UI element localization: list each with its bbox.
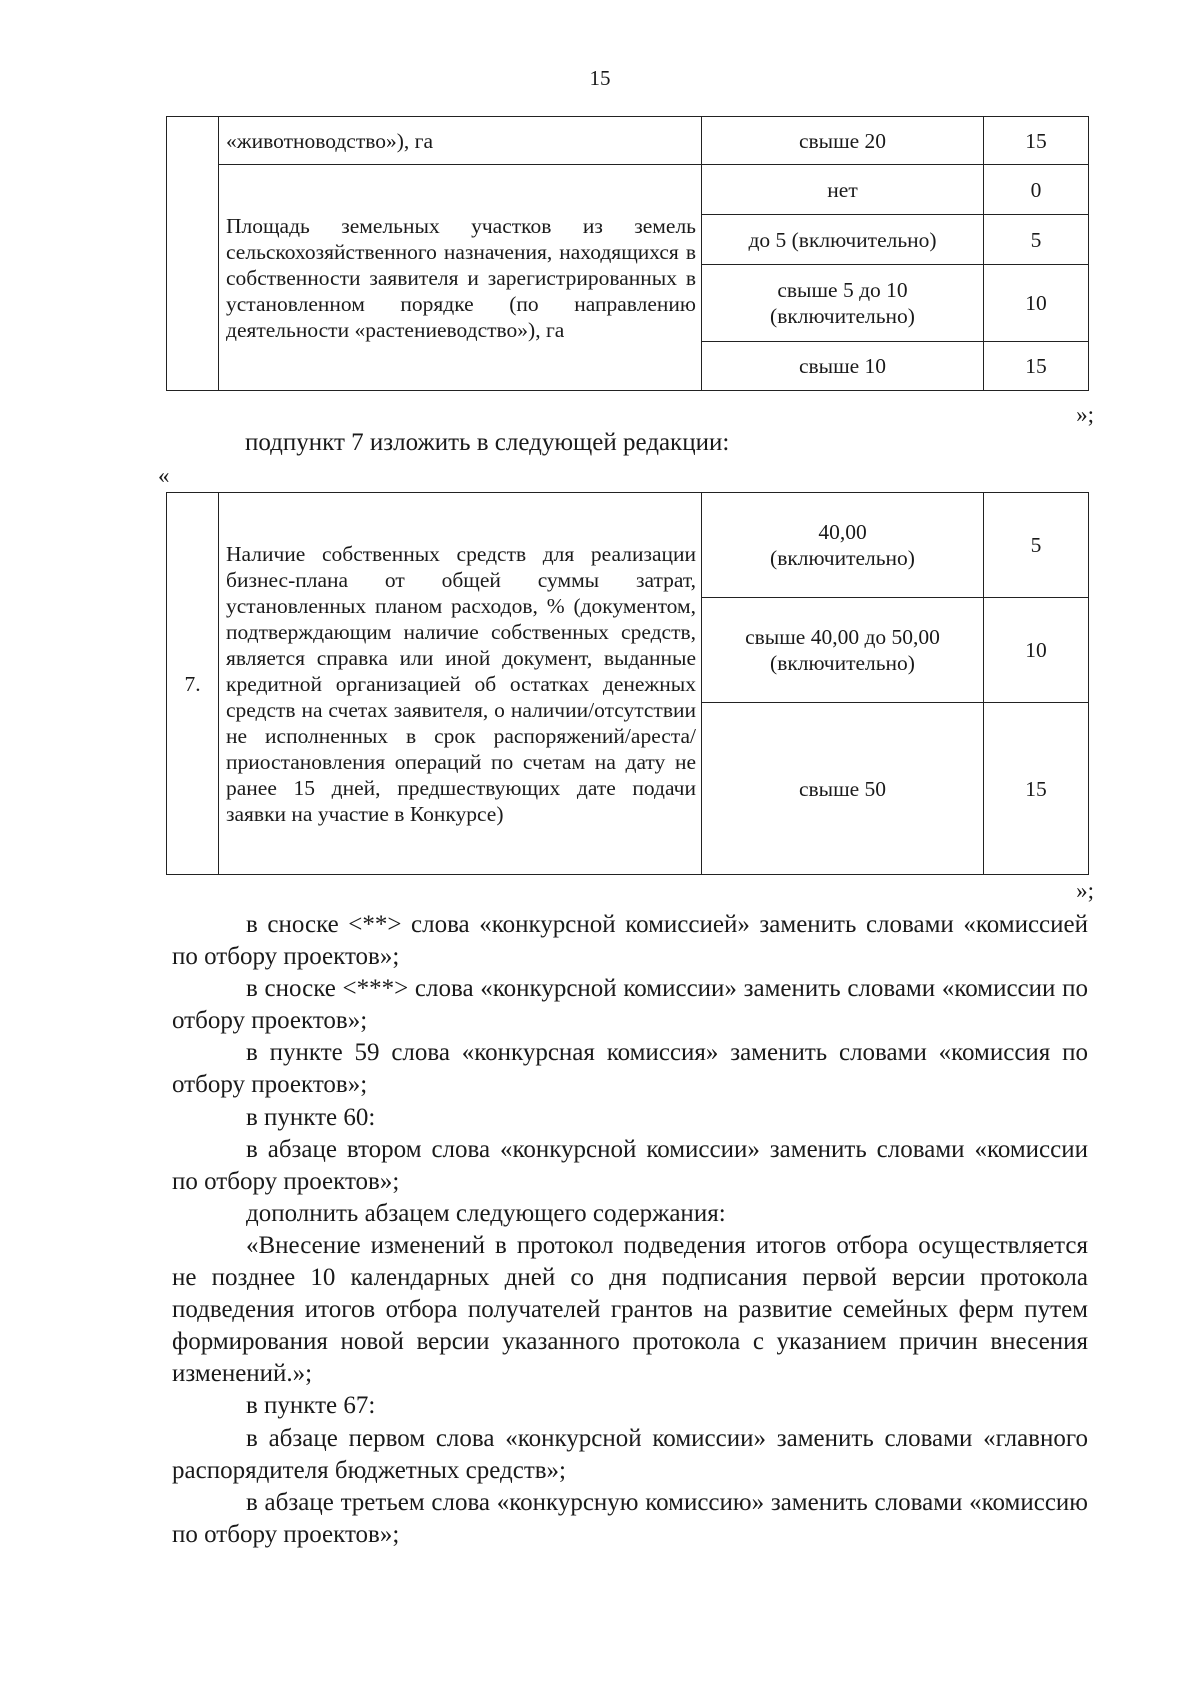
row-number-cell (167, 117, 219, 391)
points-cell: 5 (984, 493, 1089, 598)
criterion-cell: Наличие собственных средств для реализации бизнес-плана от общей суммы затрат, установленных планом расходов, % (документом, подтверждающим наличие собственных средств, является справка или иной документ, выданные кредитной организацией об остатках денежных средств на счетах заявителя, о наличии/отсутствии не исполненных в срок распоряжений/ареста/приостановления операций по счетам на дату не ранее 15 дней, предшествующих дате подачи заявки на участие в Конкурсе) (219, 493, 702, 875)
value-cell: 40,00 (включительно) (702, 493, 984, 598)
value-cell: свыше 20 (702, 117, 984, 165)
points-cell: 15 (984, 117, 1089, 165)
paragraph: в сноске <**> слова «конкурсной комиссией» заменить словами «комиссией по отбору проектов»; (172, 911, 1088, 971)
criteria-table-continued (166, 116, 1089, 391)
paragraph: в абзаце втором слова «конкурсной комиссии» заменить словами «комиссии по отбору проектов»; (172, 1135, 1088, 1195)
paragraph: «Внесение изменений в протокол подведения итогов отбора осуществляется не позднее 10 календарных дней со дня подписания первой версии протокола подведения итогов отбора получателей грантов на развитие семейных ферм путем формирования новой версии указанного протокола с указанием причин внесения изменений.»; (172, 1231, 1088, 1388)
opening-quote: « (158, 463, 170, 488)
paragraph: в пункте 67: (246, 1392, 376, 1420)
value-cell: свыше 40,00 до 50,00 (включительно) (702, 598, 984, 703)
paragraph: в пункте 60: (246, 1103, 376, 1131)
paragraph: в пункте 59 слова «конкурсная комиссия» заменить словами «комиссия по отбору проектов»; (172, 1039, 1088, 1099)
value-cell: нет (702, 165, 984, 215)
table-row (167, 165, 1089, 215)
criteria-table-item-7 (166, 492, 1089, 875)
closing-quote: »; (1076, 878, 1094, 903)
amendment-text (172, 909, 1088, 1551)
criterion-cell: «животноводство»), га (219, 117, 702, 165)
points-cell: 15 (984, 342, 1089, 391)
value-cell: свыше 5 до 10 (включительно) (702, 265, 984, 342)
subpoint-heading: подпункт 7 изложить в следующей редакции: (245, 429, 730, 456)
paragraph: в сноске <***> слова «конкурсной комиссии» заменить словами «комиссии по отбору проектов»; (172, 975, 1088, 1035)
table-row (167, 493, 1089, 598)
paragraph: в абзаце первом слова «конкурсной комиссии» заменить словами «главного распорядителя бюджетных средств»; (172, 1424, 1088, 1484)
value-cell: свыше 10 (702, 342, 984, 391)
row-number-cell: 7. (167, 493, 219, 875)
table-row (167, 117, 1089, 165)
value-cell: до 5 (включительно) (702, 215, 984, 265)
points-cell: 10 (984, 598, 1089, 703)
criterion-cell: Площадь земельных участков из земель сельскохозяйственного назначения, находящихся в собственности заявителя и зарегистрированных в установленном порядке (по направлению деятельности «растениеводство»), га (219, 165, 702, 391)
closing-quote: »; (1076, 402, 1094, 427)
page-number: 15 (589, 66, 611, 90)
paragraph: в абзаце третьем слова «конкурсную комиссию» заменить словами «комиссию по отбору проектов»; (172, 1488, 1088, 1548)
points-cell: 5 (984, 215, 1089, 265)
paragraph: дополнить абзацем следующего содержания: (246, 1199, 726, 1227)
value-cell: свыше 50 (702, 703, 984, 875)
points-cell: 10 (984, 265, 1089, 342)
points-cell: 0 (984, 165, 1089, 215)
points-cell: 15 (984, 703, 1089, 875)
